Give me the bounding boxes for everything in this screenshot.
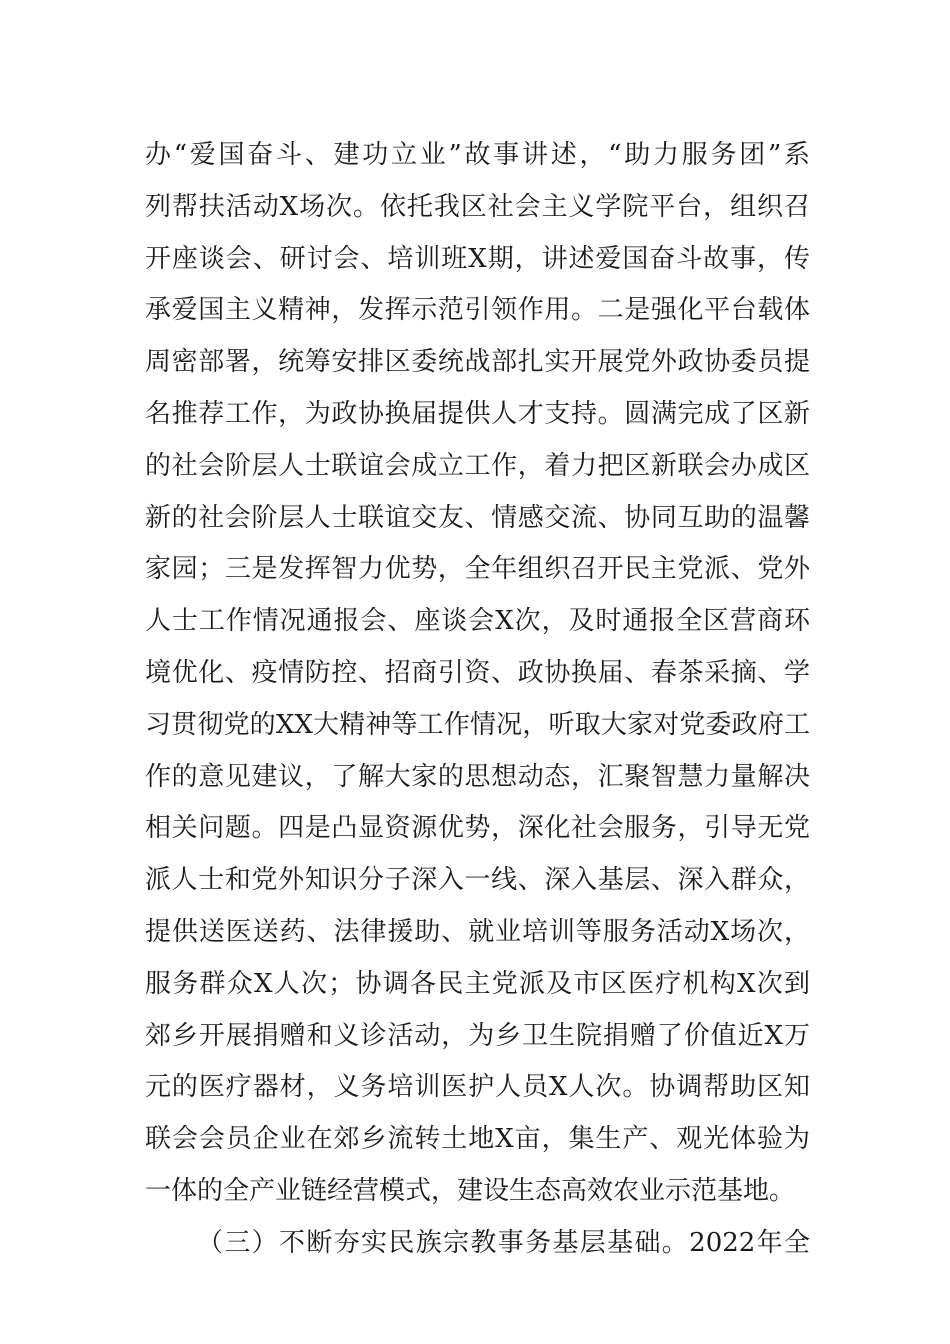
text-line: 家园；三是发挥智力优势，全年组织召开民主党派、党外 xyxy=(145,554,810,585)
text-line: 提供送医送药、法律援助、就业培训等服务活动X场次， xyxy=(145,916,810,947)
body-text xyxy=(145,130,810,1270)
text-line: 服务群众X人次；协调各民主党派及市区医疗机构X次到 xyxy=(145,968,810,999)
text-line: 开座谈会、研讨会、培训班X期，讲述爱国奋斗故事，传 xyxy=(145,243,810,274)
text-line: 境优化、疫情防控、招商引资、政协换届、春茶采摘、学 xyxy=(145,657,810,688)
text-line: 郊乡开展捐赠和义诊活动，为乡卫生院捐赠了价值近X万 xyxy=(145,1020,810,1051)
text-line: 相关问题。四是凸显资源优势，深化社会服务，引导无党 xyxy=(145,813,810,844)
section-heading-line: （三）不断夯实民族宗教事务基层基础。2022年全 xyxy=(197,1227,810,1258)
text-line: 元的医疗器材，义务培训医护人员X人次。协调帮助区知 xyxy=(145,1072,810,1103)
paragraph-end-line: 一体的全产业链经营模式，建设生态高效农业示范基地。 xyxy=(145,1175,796,1206)
text-line: 作的意见建议，了解大家的思想动态，汇聚智慧力量解决 xyxy=(145,761,810,792)
text-line: 名推荐工作，为政协换届提供人才支持。圆满完成了区新 xyxy=(145,398,810,429)
text-line: 习贯彻党的XX大精神等工作情况，听取大家对党委政府工 xyxy=(145,709,810,740)
text-line: 列帮扶活动X场次。依托我区社会主义学院平台，组织召 xyxy=(145,191,810,222)
text-line: 派人士和党外知识分子深入一线、深入基层、深入群众， xyxy=(145,865,810,896)
text-line: 的社会阶层人士联谊会成立工作，着力把区新联会办成区 xyxy=(145,450,810,481)
text-line: 新的社会阶层人士联谊交友、情感交流、协同互助的温馨 xyxy=(145,502,810,533)
text-line: 人士工作情况通报会、座谈会X次，及时通报全区营商环 xyxy=(145,606,810,637)
text-line: 承爱国主义精神，发挥示范引领作用。二是强化平台载体 xyxy=(145,295,810,326)
text-line: 办“爱国奋斗、建功立业”故事讲述，“助力服务团”系 xyxy=(145,140,810,170)
text-line: 周密部署，统筹安排区委统战部扎实开展党外政协委员提 xyxy=(145,347,810,378)
text-line: 联会会员企业在郊乡流转土地X亩，集生产、观光体验为 xyxy=(145,1124,810,1155)
